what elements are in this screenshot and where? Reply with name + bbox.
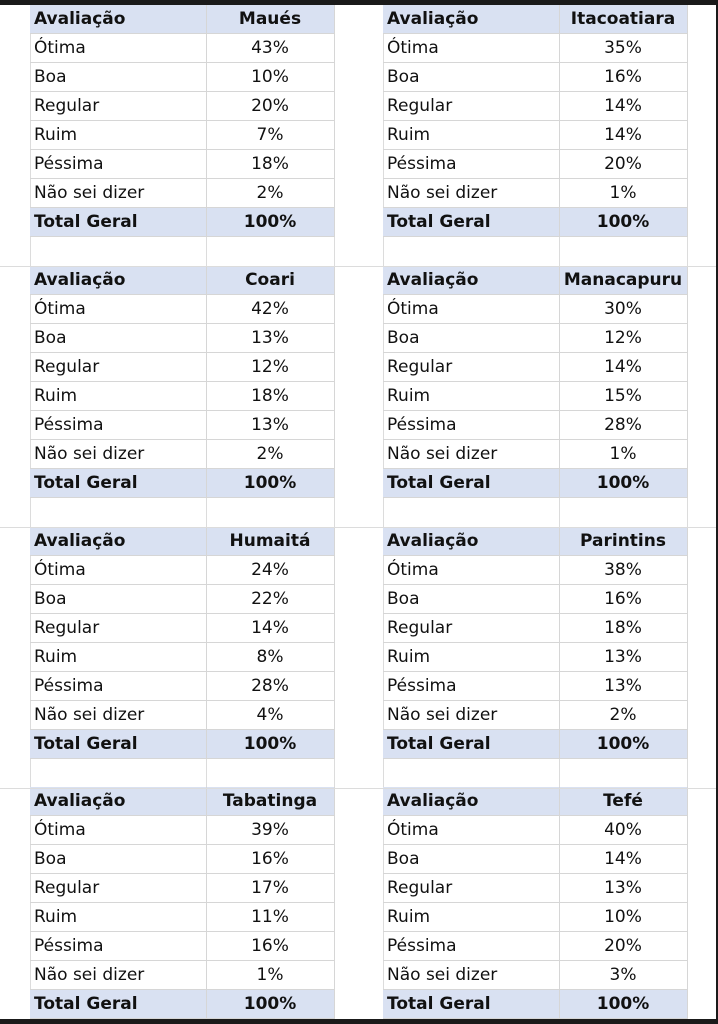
- table-header-row: [30, 266, 334, 295]
- table-header-row-label-cell[interactable]: Avaliação: [383, 5, 559, 34]
- table-header-row-value-cell[interactable]: Tefé: [559, 787, 687, 816]
- table-row-value-cell[interactable]: 14%: [559, 845, 687, 874]
- table-row: [30, 150, 334, 179]
- table-row: [383, 179, 687, 208]
- table-row-value-cell[interactable]: 15%: [559, 382, 687, 411]
- table-total-row-value-cell[interactable]: 100%: [206, 990, 334, 1019]
- table-row-label-cell[interactable]: Péssima: [30, 672, 206, 701]
- table-row-label-cell[interactable]: Regular: [383, 92, 559, 121]
- table-row-label-cell[interactable]: Péssima: [383, 411, 559, 440]
- table-row-label-cell[interactable]: Não sei dizer: [30, 440, 206, 469]
- table-row: [383, 701, 687, 730]
- table-header-row: [30, 527, 334, 556]
- evaluation-table-4: [383, 266, 688, 498]
- table-row-value-cell[interactable]: 14%: [206, 614, 334, 643]
- table-row: [383, 440, 687, 469]
- table-row: [383, 150, 687, 179]
- table-row: [30, 63, 334, 92]
- table-header-row: [30, 5, 334, 34]
- table-row-value-cell[interactable]: 16%: [206, 932, 334, 961]
- table-row-label-cell[interactable]: Ótima: [30, 816, 206, 845]
- table-row-value-cell[interactable]: 8%: [206, 643, 334, 672]
- table-row-value-cell[interactable]: 13%: [559, 874, 687, 903]
- table-row: [30, 701, 334, 730]
- table-row-value-cell[interactable]: 16%: [559, 63, 687, 92]
- table-row: [30, 353, 334, 382]
- table-header-row-label-cell[interactable]: Avaliação: [383, 266, 559, 295]
- evaluation-table-3: [30, 266, 335, 498]
- table-total-row-label-cell[interactable]: Total Geral: [383, 990, 559, 1019]
- table-header-row-value-cell[interactable]: Itacoatiara: [559, 5, 687, 34]
- table-row: [383, 961, 687, 990]
- table-row-label-cell[interactable]: Boa: [30, 63, 206, 92]
- row-gridline: [0, 266, 716, 267]
- table-row-label-cell[interactable]: Ruim: [30, 121, 206, 150]
- table-row: [383, 411, 687, 440]
- table-total-row-value-cell[interactable]: 100%: [559, 730, 687, 759]
- table-row-value-cell[interactable]: 2%: [206, 440, 334, 469]
- table-row-label-cell[interactable]: Não sei dizer: [383, 179, 559, 208]
- table-header-row-value-cell[interactable]: Maués: [206, 5, 334, 34]
- table-total-row-value-cell[interactable]: 100%: [206, 469, 334, 498]
- table-row: [383, 34, 687, 63]
- table-row-value-cell[interactable]: 14%: [559, 121, 687, 150]
- row-gridline: [0, 788, 716, 789]
- table-row-label-cell[interactable]: Não sei dizer: [383, 701, 559, 730]
- row-gridline: [0, 527, 716, 528]
- table-row-value-cell[interactable]: 17%: [206, 874, 334, 903]
- table-row-value-cell[interactable]: 35%: [559, 34, 687, 63]
- evaluation-table-8: [383, 787, 688, 1019]
- table-row-label-cell[interactable]: Ruim: [383, 903, 559, 932]
- table-header-row-value-cell[interactable]: Manacapuru: [559, 266, 687, 295]
- table-row-value-cell[interactable]: 1%: [559, 440, 687, 469]
- table-total-row-value-cell[interactable]: 100%: [559, 990, 687, 1019]
- table-row: [383, 903, 687, 932]
- table-row-label-cell[interactable]: Boa: [30, 845, 206, 874]
- table-row-label-cell[interactable]: Regular: [383, 874, 559, 903]
- table-header-row-label-cell[interactable]: Avaliação: [383, 527, 559, 556]
- table-total-row: [30, 469, 334, 498]
- table-header-row-label-cell[interactable]: Avaliação: [30, 787, 206, 816]
- table-row: [30, 179, 334, 208]
- table-row-label-cell[interactable]: Ótima: [30, 295, 206, 324]
- table-row-value-cell[interactable]: 18%: [206, 150, 334, 179]
- table-row: [30, 382, 334, 411]
- table-row-value-cell[interactable]: 12%: [206, 353, 334, 382]
- table-row: [30, 121, 334, 150]
- table-row: [383, 845, 687, 874]
- table-row: [383, 585, 687, 614]
- table-header-row: [30, 787, 334, 816]
- table-row-label-cell[interactable]: Não sei dizer: [30, 179, 206, 208]
- table-row: [30, 295, 334, 324]
- table-total-row: [30, 730, 334, 759]
- table-row-value-cell[interactable]: 22%: [206, 585, 334, 614]
- table-header-row-value-cell[interactable]: Parintins: [559, 527, 687, 556]
- table-row: [30, 324, 334, 353]
- table-row-label-cell[interactable]: Regular: [30, 874, 206, 903]
- table-row-value-cell[interactable]: 40%: [559, 816, 687, 845]
- table-row-value-cell[interactable]: 3%: [559, 961, 687, 990]
- table-row-value-cell[interactable]: 28%: [559, 411, 687, 440]
- table-header-row: [383, 266, 687, 295]
- table-row: [30, 874, 334, 903]
- table-row: [30, 961, 334, 990]
- table-row: [383, 92, 687, 121]
- table-row-label-cell[interactable]: Ótima: [383, 295, 559, 324]
- table-total-row: [30, 990, 334, 1019]
- table-total-row: [383, 208, 687, 237]
- table-row-label-cell[interactable]: Ótima: [30, 556, 206, 585]
- table-total-row-label-cell[interactable]: Total Geral: [30, 990, 206, 1019]
- table-row-label-cell[interactable]: Não sei dizer: [30, 701, 206, 730]
- table-row: [30, 903, 334, 932]
- table-row-value-cell[interactable]: 13%: [206, 324, 334, 353]
- table-row-value-cell[interactable]: 28%: [206, 672, 334, 701]
- table-row-value-cell[interactable]: 13%: [206, 411, 334, 440]
- table-row-label-cell[interactable]: Boa: [30, 324, 206, 353]
- table-header-row: [383, 5, 687, 34]
- table-row-label-cell[interactable]: Não sei dizer: [30, 961, 206, 990]
- table-row: [383, 295, 687, 324]
- table-header-row-label-cell[interactable]: Avaliação: [383, 787, 559, 816]
- evaluation-table-5: [30, 527, 335, 759]
- table-row: [383, 874, 687, 903]
- table-row: [383, 643, 687, 672]
- table-row-value-cell[interactable]: 10%: [206, 63, 334, 92]
- table-row: [30, 816, 334, 845]
- table-total-row-label-cell[interactable]: Total Geral: [30, 469, 206, 498]
- table-row-value-cell[interactable]: 24%: [206, 556, 334, 585]
- table-total-row-label-cell[interactable]: Total Geral: [383, 730, 559, 759]
- table-row: [383, 353, 687, 382]
- table-row: [30, 411, 334, 440]
- table-row-label-cell[interactable]: Boa: [383, 585, 559, 614]
- table-row-label-cell[interactable]: Péssima: [30, 411, 206, 440]
- table-row-value-cell[interactable]: 1%: [206, 961, 334, 990]
- table-row: [383, 382, 687, 411]
- table-row-value-cell[interactable]: 11%: [206, 903, 334, 932]
- table-total-row: [383, 469, 687, 498]
- table-row-label-cell[interactable]: Ruim: [30, 903, 206, 932]
- table-total-row-label-cell[interactable]: Total Geral: [383, 469, 559, 498]
- table-total-row-label-cell[interactable]: Total Geral: [30, 208, 206, 237]
- table-row-label-cell[interactable]: Ruim: [30, 643, 206, 672]
- table-total-row: [30, 208, 334, 237]
- table-row-label-cell[interactable]: Regular: [30, 614, 206, 643]
- table-row-label-cell[interactable]: Péssima: [30, 150, 206, 179]
- table-row-value-cell[interactable]: 14%: [559, 92, 687, 121]
- table-row-value-cell[interactable]: 4%: [206, 701, 334, 730]
- table-row-value-cell[interactable]: 7%: [206, 121, 334, 150]
- table-row-value-cell[interactable]: 30%: [559, 295, 687, 324]
- table-row-value-cell[interactable]: 20%: [559, 932, 687, 961]
- table-row: [383, 324, 687, 353]
- table-row-label-cell[interactable]: Ruim: [30, 382, 206, 411]
- table-total-row: [383, 730, 687, 759]
- table-header-row: [383, 787, 687, 816]
- table-row: [30, 932, 334, 961]
- table-row: [383, 816, 687, 845]
- evaluation-table-6: [383, 527, 688, 759]
- table-row-value-cell[interactable]: 39%: [206, 816, 334, 845]
- table-row-value-cell[interactable]: 16%: [206, 845, 334, 874]
- table-total-row-value-cell[interactable]: 100%: [559, 469, 687, 498]
- table-row: [383, 932, 687, 961]
- table-row: [383, 672, 687, 701]
- evaluation-table-1: [30, 5, 335, 237]
- table-total-row-value-cell[interactable]: 100%: [206, 208, 334, 237]
- spreadsheet-sheet: [0, 5, 716, 1019]
- table-header-row-value-cell[interactable]: Humaitá: [206, 527, 334, 556]
- table-row: [30, 845, 334, 874]
- table-row-label-cell[interactable]: Regular: [383, 614, 559, 643]
- table-row-value-cell[interactable]: 42%: [206, 295, 334, 324]
- table-row-value-cell[interactable]: 38%: [559, 556, 687, 585]
- table-row-label-cell[interactable]: Não sei dizer: [383, 961, 559, 990]
- table-row-value-cell[interactable]: 18%: [206, 382, 334, 411]
- table-row: [30, 614, 334, 643]
- table-row-label-cell[interactable]: Regular: [30, 353, 206, 382]
- table-row-value-cell[interactable]: 20%: [206, 92, 334, 121]
- table-row-value-cell[interactable]: 2%: [206, 179, 334, 208]
- table-row-label-cell[interactable]: Regular: [30, 92, 206, 121]
- table-total-row: [383, 990, 687, 1019]
- table-row-label-cell[interactable]: Boa: [30, 585, 206, 614]
- table-row-value-cell[interactable]: 14%: [559, 353, 687, 382]
- table-header-row-value-cell[interactable]: Tabatinga: [206, 787, 334, 816]
- table-row-value-cell[interactable]: 16%: [559, 585, 687, 614]
- table-header-row: [383, 527, 687, 556]
- table-row-label-cell[interactable]: Péssima: [383, 150, 559, 179]
- table-total-row-value-cell[interactable]: 100%: [206, 730, 334, 759]
- evaluation-table-7: [30, 787, 335, 1019]
- table-row-value-cell[interactable]: 13%: [559, 672, 687, 701]
- table-row-label-cell[interactable]: Ótima: [383, 34, 559, 63]
- table-row: [30, 556, 334, 585]
- table-total-row-label-cell[interactable]: Total Geral: [30, 730, 206, 759]
- table-row-label-cell[interactable]: Regular: [383, 353, 559, 382]
- table-row: [30, 643, 334, 672]
- table-row: [30, 440, 334, 469]
- table-row: [30, 672, 334, 701]
- table-total-row-label-cell[interactable]: Total Geral: [383, 208, 559, 237]
- table-row: [30, 92, 334, 121]
- table-row: [383, 556, 687, 585]
- table-row-label-cell[interactable]: Ruim: [383, 121, 559, 150]
- table-row-label-cell[interactable]: Ótima: [383, 556, 559, 585]
- table-row-value-cell[interactable]: 2%: [559, 701, 687, 730]
- table-row-label-cell[interactable]: Boa: [383, 845, 559, 874]
- table-row-value-cell[interactable]: 10%: [559, 903, 687, 932]
- table-row-label-cell[interactable]: Boa: [383, 324, 559, 353]
- table-row: [383, 121, 687, 150]
- table-total-row-value-cell[interactable]: 100%: [559, 208, 687, 237]
- table-row-label-cell[interactable]: Péssima: [30, 932, 206, 961]
- table-row: [383, 63, 687, 92]
- table-row: [383, 614, 687, 643]
- table-header-row-label-cell[interactable]: Avaliação: [30, 527, 206, 556]
- table-row-value-cell[interactable]: 12%: [559, 324, 687, 353]
- table-header-row-value-cell[interactable]: Coari: [206, 266, 334, 295]
- table-row-value-cell[interactable]: 43%: [206, 34, 334, 63]
- table-row: [30, 34, 334, 63]
- table-row-value-cell[interactable]: 20%: [559, 150, 687, 179]
- table-header-row-label-cell[interactable]: Avaliação: [30, 266, 206, 295]
- table-row-label-cell[interactable]: Péssima: [383, 932, 559, 961]
- table-row-value-cell[interactable]: 1%: [559, 179, 687, 208]
- table-row-label-cell[interactable]: Boa: [383, 63, 559, 92]
- table-row-label-cell[interactable]: Não sei dizer: [383, 440, 559, 469]
- table-header-row-label-cell[interactable]: Avaliação: [30, 5, 206, 34]
- table-row-value-cell[interactable]: 13%: [559, 643, 687, 672]
- table-row-label-cell[interactable]: Ótima: [30, 34, 206, 63]
- table-row-value-cell[interactable]: 18%: [559, 614, 687, 643]
- table-row-label-cell[interactable]: Ruim: [383, 382, 559, 411]
- evaluation-table-2: [383, 5, 688, 237]
- table-row: [30, 585, 334, 614]
- table-row-label-cell[interactable]: Ruim: [383, 643, 559, 672]
- table-row-label-cell[interactable]: Ótima: [383, 816, 559, 845]
- table-row-label-cell[interactable]: Péssima: [383, 672, 559, 701]
